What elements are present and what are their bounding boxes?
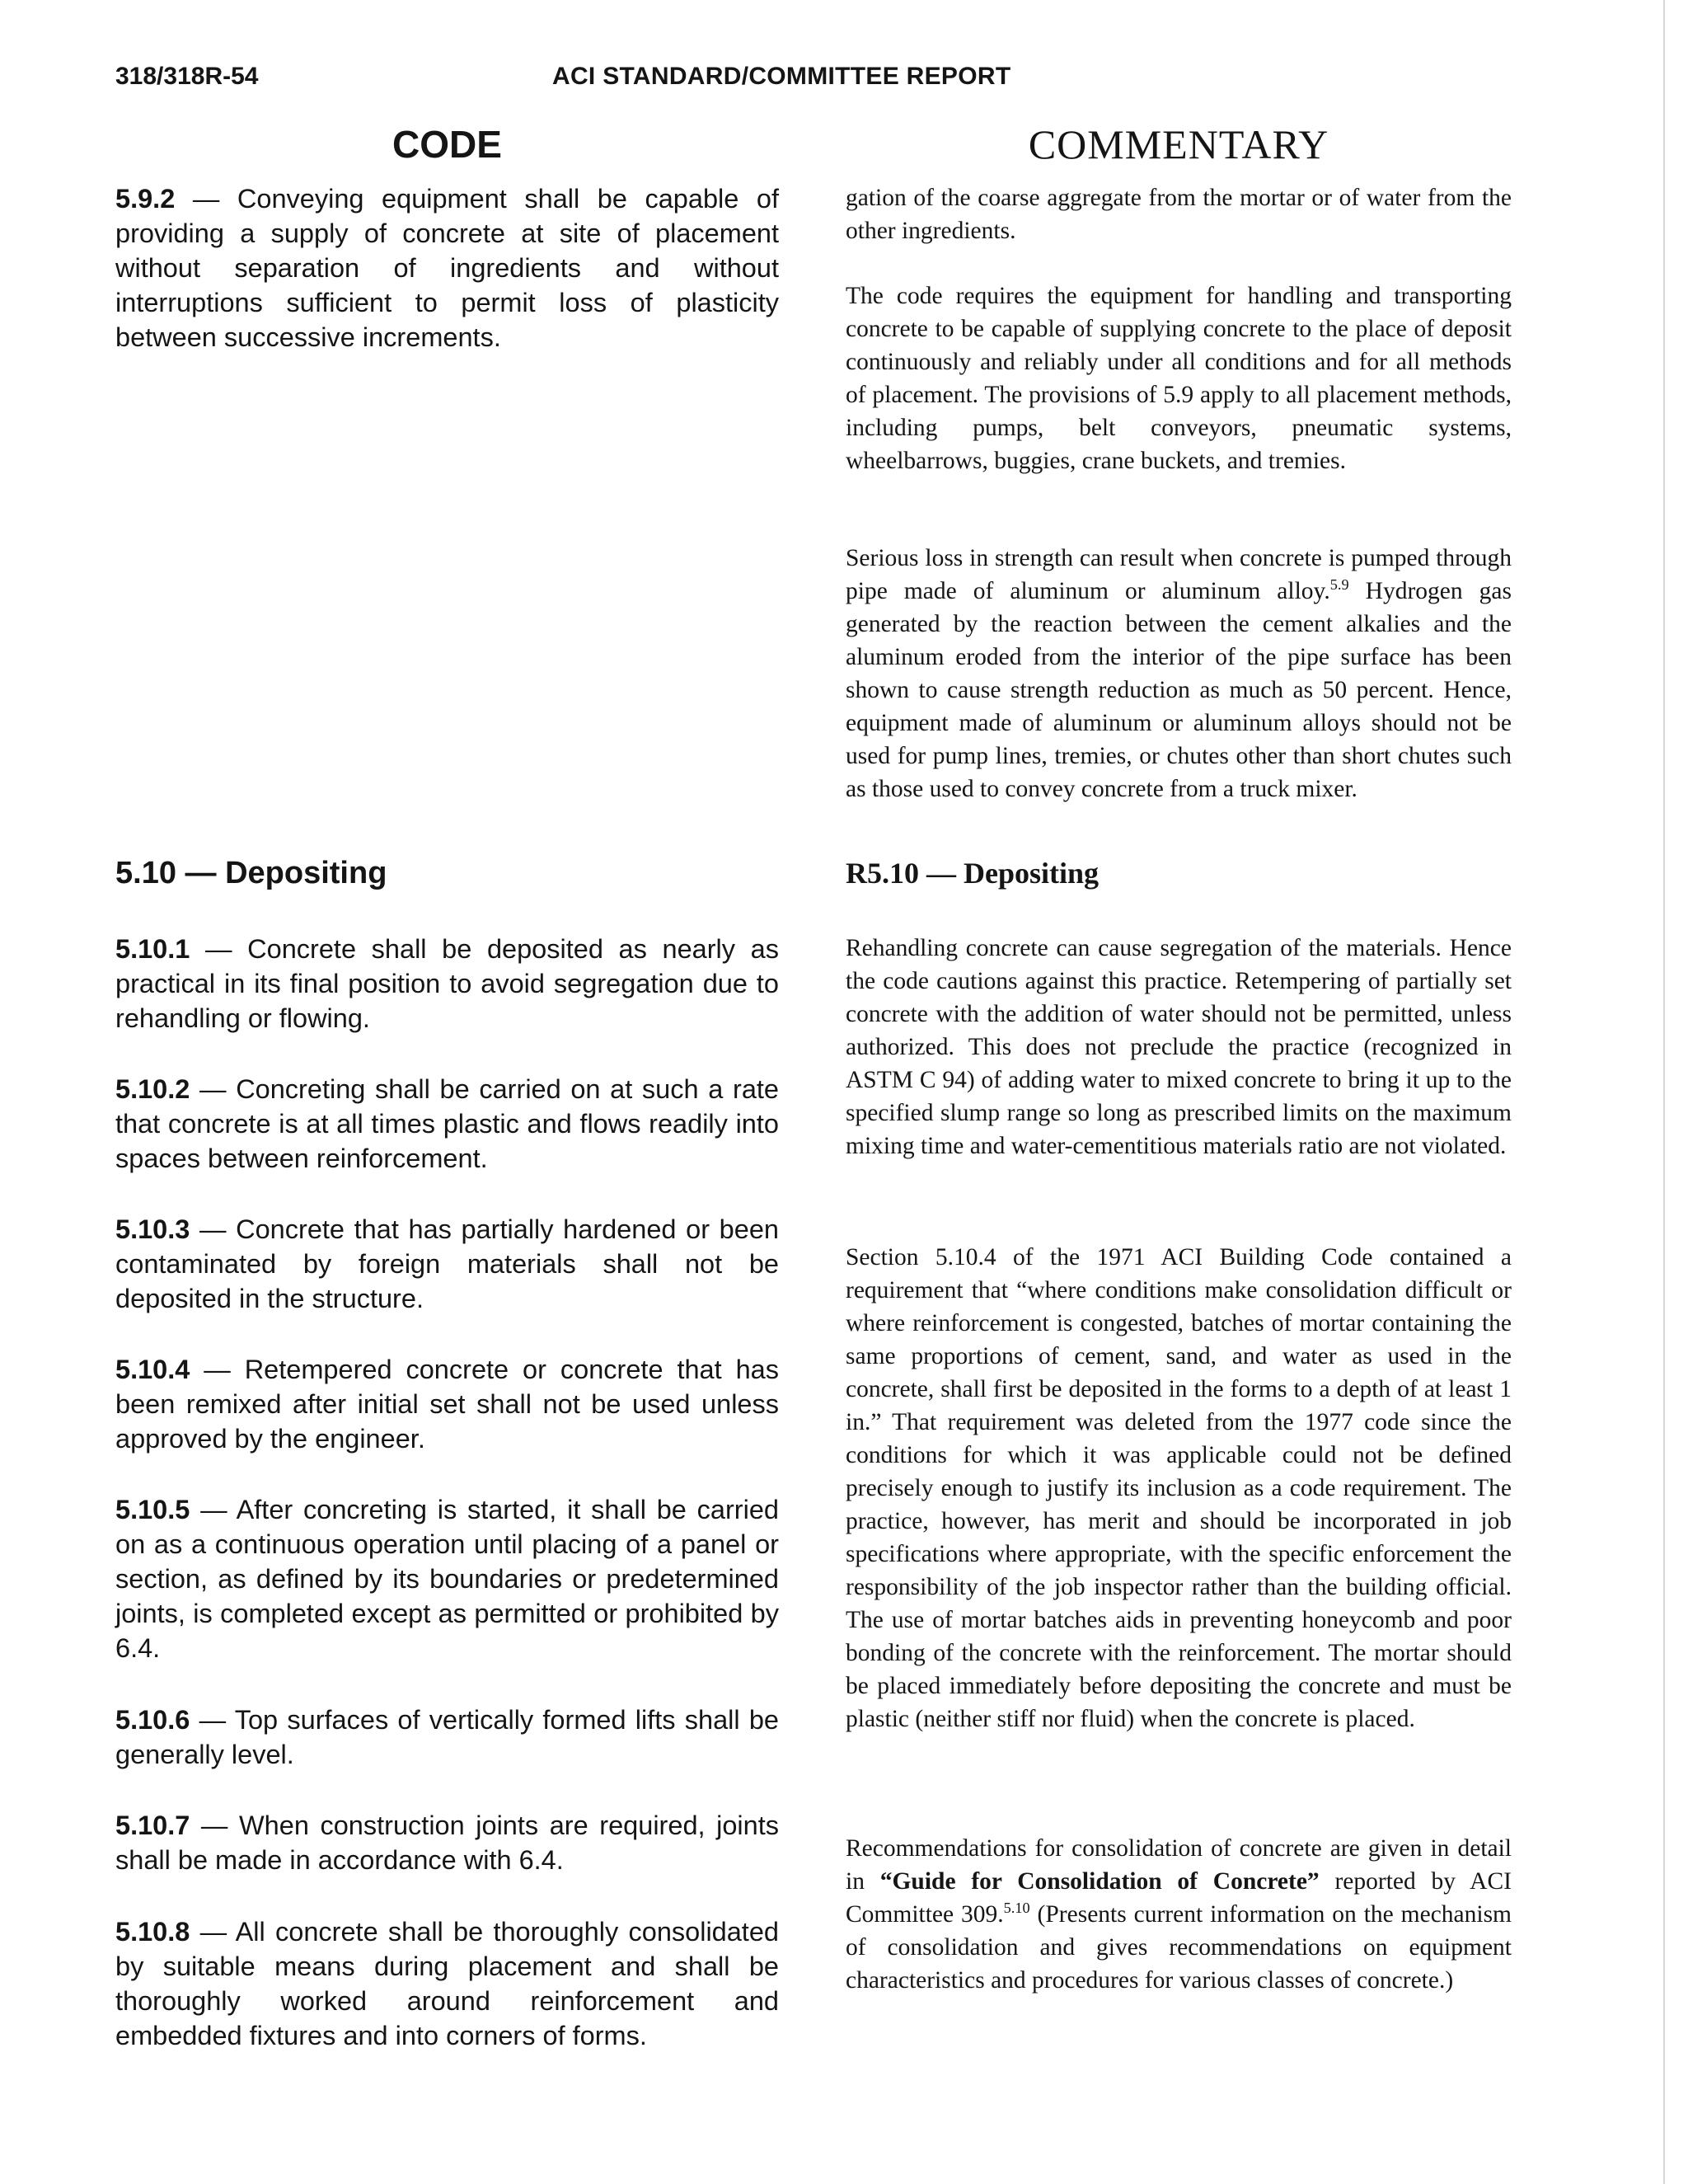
provision-text: — Top surfaces of vertically formed lifts shall be generally level. — [115, 1705, 779, 1769]
reference-superscript: 5.10 — [1003, 1900, 1030, 1917]
commentary-column — [846, 115, 1512, 1994]
code-provision-5-10-4 — [115, 1352, 779, 1456]
commentary-paragraph — [846, 1832, 1512, 1997]
provision-text: — Retempered concrete or concrete that has been remixed after initial set shall not be used unless approved by the engineer. — [115, 1355, 779, 1454]
paragraph-text: (Presents current information on the mechanism of consolidation and gives recommendations on equipment characteristics and procedures for various classes of concrete.) — [846, 1901, 1512, 1994]
provision-text: — When construction joints are required, joints shall be made in accordance with 6.4. — [115, 1811, 779, 1875]
provision-number: 5.10.8 — [115, 1917, 190, 1947]
provision-number: 5.9.2 — [115, 184, 176, 214]
code-provision-5-9-2 — [115, 181, 779, 355]
provision-number: 5.10.1 — [115, 934, 190, 964]
code-provision-5-10-7 — [115, 1808, 779, 1877]
guide-title: “Guide for Consolidation of Concrete” — [879, 1868, 1320, 1895]
provision-text: — Conveying equipment shall be capable of providing a supply of concrete at site of placement without separation of ingredients and without interruptions sufficient to permit loss of plasticity between successive increments. — [115, 184, 779, 352]
commentary-paragraph — [846, 542, 1512, 805]
code-provision-5-10-8 — [115, 1914, 779, 2053]
paragraph-text: reported by ACI Committee 309. — [846, 1868, 1512, 1928]
provision-text: — Concrete that has partially hardened or been contaminated by foreign materials shall not be deposited in the structure. — [115, 1214, 779, 1313]
commentary-column-title: COMMENTARY — [1028, 121, 1329, 167]
provision-number: 5.10.2 — [115, 1074, 190, 1104]
code-provision-5-10-5 — [115, 1492, 779, 1665]
commentary-paragraph: gation of the coarse aggregate from the mortar or of water from the other ingredients. — [846, 185, 1512, 244]
code-provision-5-10-3 — [115, 1212, 779, 1316]
commentary-paragraph: Section 5.10.4 of the 1971 ACI Building Code contained a requirement that “where conditions make consolidation difficult or where reinforcement is congested, batches of mortar containing the same proportions of cement, sand, and water as used in the concrete, shall first be deposited in the forms to a depth of at least 1 in.” That requirement was deleted from the 1977 code since the conditions for which it was applicable could not be defined precisely enough to justify its inclusion as a code requirement. The practice, however, has merit and should be incorporated in job specifications where appropriate, with the specific enforcement the responsibility of the job inspector rather than the building official. The use of mortar batches aids in preventing honeycomb and poor bonding of the concrete with the reinforcement. The mortar should be placed immediately before depositing the concrete and must be plastic (neither stiff nor fluid) when the concrete is placed. — [846, 1244, 1512, 1732]
code-provision-5-10-1 — [115, 932, 779, 1036]
report-title: ACI STANDARD/COMMITTEE REPORT — [552, 63, 1011, 90]
paragraph-text: Recommendations for consolidation of concrete are given in detail in — [846, 1835, 1512, 1895]
commentary-paragraph: Rehandling concrete can cause segregation of the materials. Hence the code cautions against this practice. Retempering of partially set concrete with the addition of water should not be permitted, unless authorized. This does not preclude the practice (recognized in ASTM C 94) of adding water to mixed concrete to bring it up to the specified slump range so long as prescribed limits on the maximum mixing time and water-cementitious materials ratio are not violated. — [846, 935, 1512, 1159]
provision-number: 5.10.3 — [115, 1214, 190, 1244]
provision-text: — Concrete shall be deposited as nearly as practical in its final position to avoid segregation due to rehandling or flowing. — [115, 934, 779, 1033]
code-section-heading: 5.10 — Depositing — [115, 856, 387, 890]
commentary-paragraph: The code requires the equipment for handling and transporting concrete to be capable of supplying concrete to the place of deposit continuously and reliably under all conditions and for all methods of placement. The provisions of 5.9 apply to all placement methods, including pumps, belt conveyors, pneumatic systems, wheelbarrows, buggies, crane buckets, and tremies. — [846, 283, 1512, 474]
running-header — [115, 58, 1517, 99]
provision-text: — Concreting shall be carried on at such a rate that concrete is at all times plastic and flows readily into spaces between reinforcement. — [115, 1074, 779, 1173]
page-edge-line — [1663, 0, 1665, 2184]
code-provision-5-10-6 — [115, 1703, 779, 1772]
commentary-section-heading: R5.10 — Depositing — [846, 857, 1100, 890]
provision-text: — All concrete shall be thoroughly consolidated by suitable means during placement and shall be thoroughly worked around reinforcement and embedded fixtures and into corners of forms. — [115, 1917, 779, 2050]
paragraph-text: Hydrogen gas generated by the reaction between the cement alkalies and the aluminum eroded from the interior of the pipe surface has been shown to cause strength reduction as much as 50 percent. Hence, equipment made of aluminum or aluminum alloys should not be used for pump lines, tremies, or chutes other than short chutes such as those used to convey concrete from a truck mixer. — [846, 578, 1512, 802]
provision-number: 5.10.7 — [115, 1811, 190, 1840]
paragraph-text: Serious loss in strength can result when concrete is pumped through pipe made of aluminum or aluminum alloy. — [846, 545, 1512, 604]
provision-number: 5.10.5 — [115, 1495, 190, 1524]
page-number: 318/318R-54 — [115, 63, 259, 90]
code-provision-5-10-2 — [115, 1072, 779, 1176]
code-column — [115, 115, 779, 2050]
reference-superscript: 5.9 — [1329, 576, 1349, 594]
provision-number: 5.10.6 — [115, 1705, 190, 1735]
provision-number: 5.10.4 — [115, 1355, 190, 1384]
provision-text: — After concreting is started, it shall be carried on as a continuous operation until placing of a panel or section, as defined by its boundaries or predetermined joints, is completed except as permitted or prohibited by 6.4. — [115, 1495, 779, 1663]
code-column-title: CODE — [392, 123, 502, 166]
